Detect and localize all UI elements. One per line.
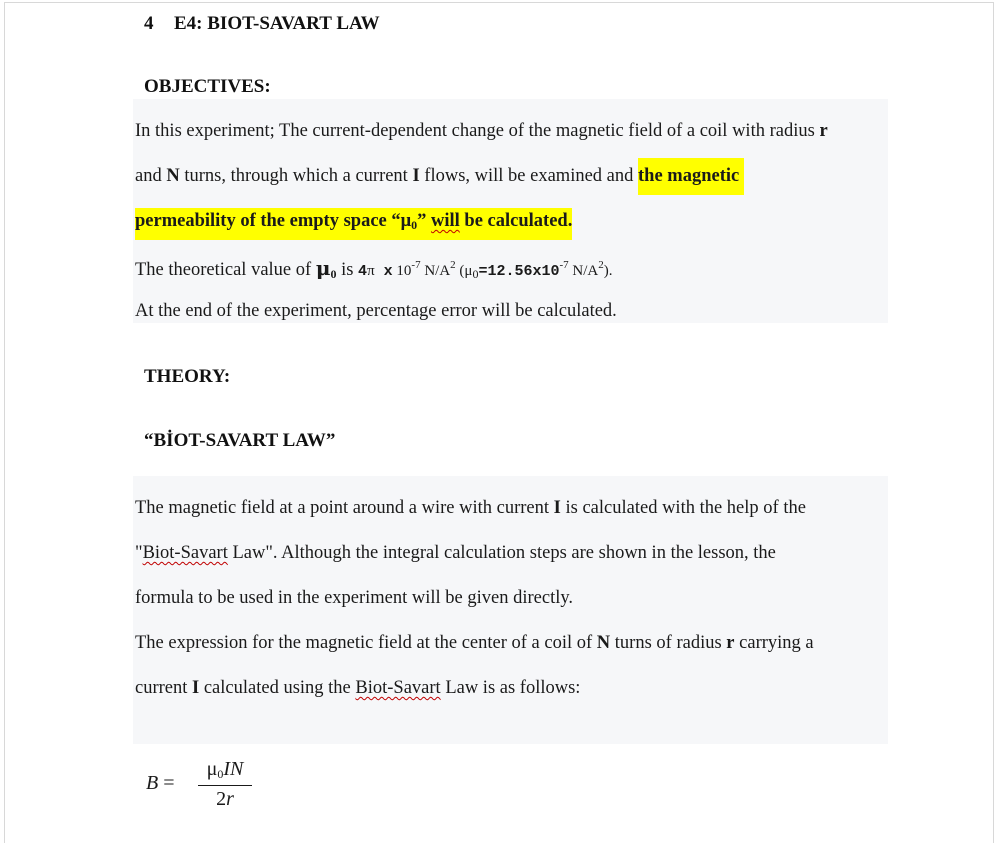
- text: current: [135, 678, 193, 698]
- turns-symbol: N: [166, 166, 180, 186]
- formula-fraction: [198, 758, 252, 811]
- highlight-text-3: be calculated.: [459, 211, 573, 231]
- highlight-text: [135, 208, 572, 240]
- theory-line-4: [135, 633, 814, 654]
- exponent: 2: [450, 259, 456, 271]
- numerator-vars: IN: [223, 758, 244, 780]
- units: N/A: [420, 263, 451, 279]
- exponent: -7: [411, 259, 421, 271]
- highlight-text-2: permeability of the empty space “: [135, 211, 401, 231]
- text: The magnetic field at a point around a wire with current: [135, 498, 554, 518]
- text: In this experiment; The current-dependent change of the magnetic field of a coil with radius: [135, 121, 820, 141]
- mu-subscript: 0: [217, 767, 224, 781]
- pi-symbol: π: [367, 263, 375, 279]
- objectives-line-5: At the end of the experiment, percentage error will be calculated.: [135, 301, 617, 321]
- spellcheck-word: Biot-Savart: [142, 543, 228, 563]
- section-heading: [144, 13, 380, 35]
- highlight-text: [638, 158, 744, 195]
- spellcheck-word: Biot-Savart: [355, 678, 441, 698]
- text: turns, through which a current: [179, 166, 413, 186]
- objectives-line-2: [135, 166, 744, 187]
- radius-symbol: r: [226, 788, 234, 810]
- text: is: [336, 260, 359, 280]
- mu-symbol: μ: [315, 256, 331, 280]
- fraction-bar: [198, 785, 252, 786]
- text: turns of radius: [610, 633, 727, 653]
- theory-line-1: [135, 498, 806, 519]
- mu-subscript: 0: [330, 267, 337, 281]
- objectives-heading: OBJECTIVES:: [144, 76, 271, 97]
- current-symbol: I: [412, 166, 420, 186]
- radius-symbol: r: [819, 121, 828, 141]
- formula-numerator: [198, 758, 252, 784]
- quote: ”: [417, 211, 427, 231]
- text: 4: [358, 263, 368, 280]
- theory-line-3: formula to be used in the experiment will be given directly.: [135, 588, 574, 608]
- text: The theoretical value of: [135, 260, 316, 280]
- theory-line-2: [135, 543, 776, 564]
- text: flows, will be examined and: [419, 166, 639, 186]
- text: is calculated with the help of the: [560, 498, 806, 518]
- objectives-line-4: [135, 256, 613, 281]
- text: calculated using the: [199, 678, 356, 698]
- units: N/A: [568, 263, 599, 279]
- current-symbol: I: [553, 498, 561, 518]
- text: and: [135, 166, 167, 186]
- text: The expression for the magnetic field at the center of a coil of: [135, 633, 597, 653]
- theory-heading: THEORY:: [144, 366, 231, 387]
- text: 10: [392, 263, 412, 279]
- objectives-line-3: [135, 211, 572, 232]
- spellcheck-word: will: [431, 211, 460, 231]
- mu-symbol: μ: [206, 758, 218, 780]
- denominator-constant: 2: [216, 788, 227, 810]
- mu-value: =12.56x10: [478, 263, 560, 280]
- theory-subheading: “BİOT-SAVART LAW”: [144, 430, 336, 451]
- equals-sign: =: [163, 772, 175, 794]
- text: ).: [603, 263, 613, 279]
- current-symbol: I: [192, 678, 200, 698]
- formula-lhs: [146, 772, 175, 795]
- mu-subscript: 0: [411, 218, 418, 232]
- objectives-line-1: [135, 121, 828, 142]
- text: Law is as follows:: [440, 678, 581, 698]
- section-title: E4: BIOT-SAVART LAW: [174, 13, 380, 34]
- text: x: [374, 263, 393, 280]
- field-symbol: B: [146, 772, 159, 794]
- exponent: -7: [559, 259, 569, 271]
- formula-denominator: [198, 788, 252, 811]
- text: carrying a: [734, 633, 814, 653]
- text: ": [135, 543, 143, 563]
- text: Law". Although the integral calculation steps are shown in the lesson, the: [227, 543, 776, 563]
- text: (μ: [455, 263, 473, 279]
- section-number: 4: [144, 13, 154, 34]
- turns-symbol: N: [596, 633, 611, 653]
- exponent: 2: [598, 259, 604, 271]
- mu-symbol: μ: [400, 211, 412, 231]
- highlight-text-1: the magnetic: [638, 166, 740, 186]
- theory-line-5: [135, 678, 580, 699]
- mu-subscript: 0: [472, 267, 479, 281]
- radius-symbol: r: [726, 633, 735, 653]
